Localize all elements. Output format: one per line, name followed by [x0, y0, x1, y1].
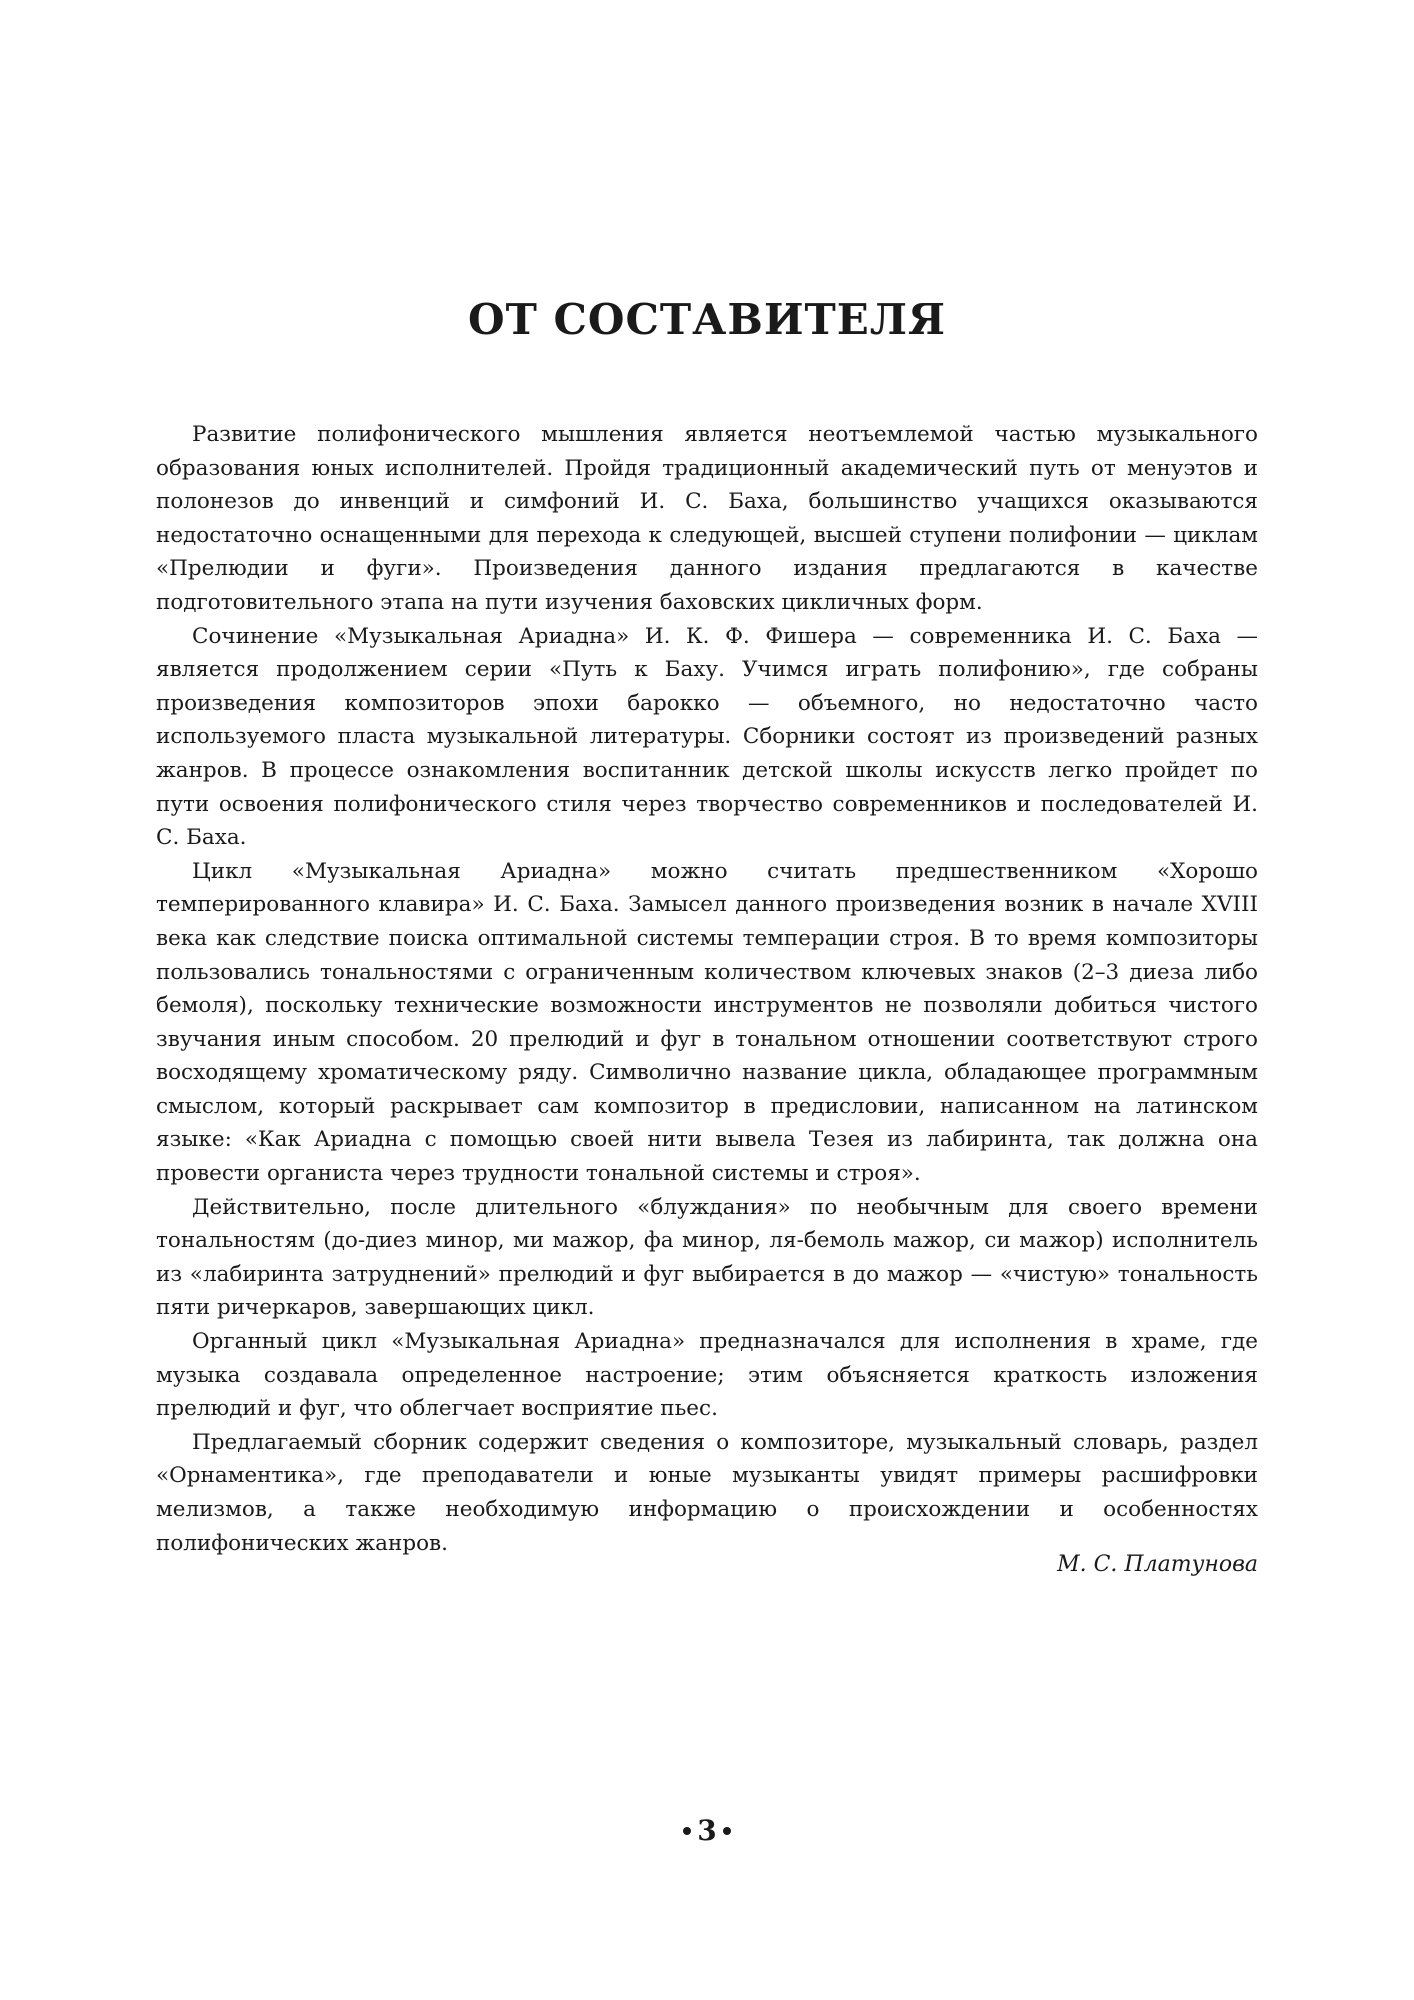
paragraph-2: Сочинение «Музыкальная Ариадна» И. К. Ф. Фишера — современника И. С. Баха — является продолжением серии «Путь к Баху. Учимся играть полифонию», где собраны произведения композиторов эпохи барокко — объемного, но недостаточно часто используемого пласта музыкальной литературы. Сборники состоят из произведений разных жанров. В процессе ознакомления воспитанник детской школы искусств легко пройдет по пути освоения полифонического стиля через творчество современников и последователей И. С. Баха. — [156, 623, 1258, 851]
bullet-dot-icon — [683, 1827, 691, 1835]
paragraph-4: Действительно, после длительного «блуждания» по необычным для своего времени тональностям (до-диез минор, ми мажор, фа минор, ля-бемоль мажор, си мажор) исполнитель из «лабиринта затруднений» прелюдий и фуг выбирается в до мажор — «чистую» тональность пяти ричеркаров, завершающих цикл. — [156, 1194, 1258, 1321]
page-number-value: 3 — [697, 1814, 717, 1847]
paragraph-6: Предлагаемый сборник содержит сведения о композиторе, музыкальный словарь, раздел «Орнаментика», где преподаватели и юные музыканты увидят примеры расшифровки мелизмов, а также необходимую информацию о происхождении и особенностях полифонических жанров. — [156, 1429, 1258, 1556]
paragraph-3: Цикл «Музыкальная Ариадна» можно считать предшественником «Хорошо темперированного клавира» И. С. Баха. Замысел данного произведения возник в начале XVIII века как следствие поиска оптимальной системы темперации строя. В то время композиторы пользовались тональностями с ограниченным количеством ключевых знаков (2–3 диеза либо бемоля), поскольку технические возможности инструментов не позволяли добиться чистого звучания иным способом. 20 прелюдий и фуг в тональном отношении соответствуют строго восходящему хроматическому ряду. Символично название цикла, обладающее программным смыслом, который раскрывает сам композитор в предисловии, написанном на латинском языке: «Как Ариадна с помощью своей нити вывела Тезея из лабиринта, так должна она провести органиста через трудности тональной системы и строя». — [156, 858, 1258, 1187]
paragraph-5: Органный цикл «Музыкальная Ариадна» предназначался для исполнения в храме, где музыка создавала определенное настроение; этим объясняется краткость изложения прелюдий и фуг, что облегчает восприятие пьес. — [156, 1329, 1258, 1422]
body-text — [156, 418, 1258, 1560]
page-title: ОТ СОСТАВИТЕЛЯ — [468, 295, 946, 344]
paragraph-1: Развитие полифонического мышления является неотъемлемой частью музыкального образования юных исполнителей. Пройдя традиционный академический путь от менуэтов и полонезов до инвенций и симфоний И. С. Баха, большинство учащихся оказываются недостаточно оснащенными для перехода к следующей, высшей ступени полифонии — циклам «Прелюдии и фуги». Произведения данного издания предлагаются в качестве подготовительного этапа на пути изучения баховских цикличных форм. — [156, 422, 1258, 615]
bullet-dot-icon — [723, 1827, 731, 1835]
author-signature: М. С. Платунова — [1057, 1552, 1258, 1577]
page-number — [0, 1814, 1414, 1848]
